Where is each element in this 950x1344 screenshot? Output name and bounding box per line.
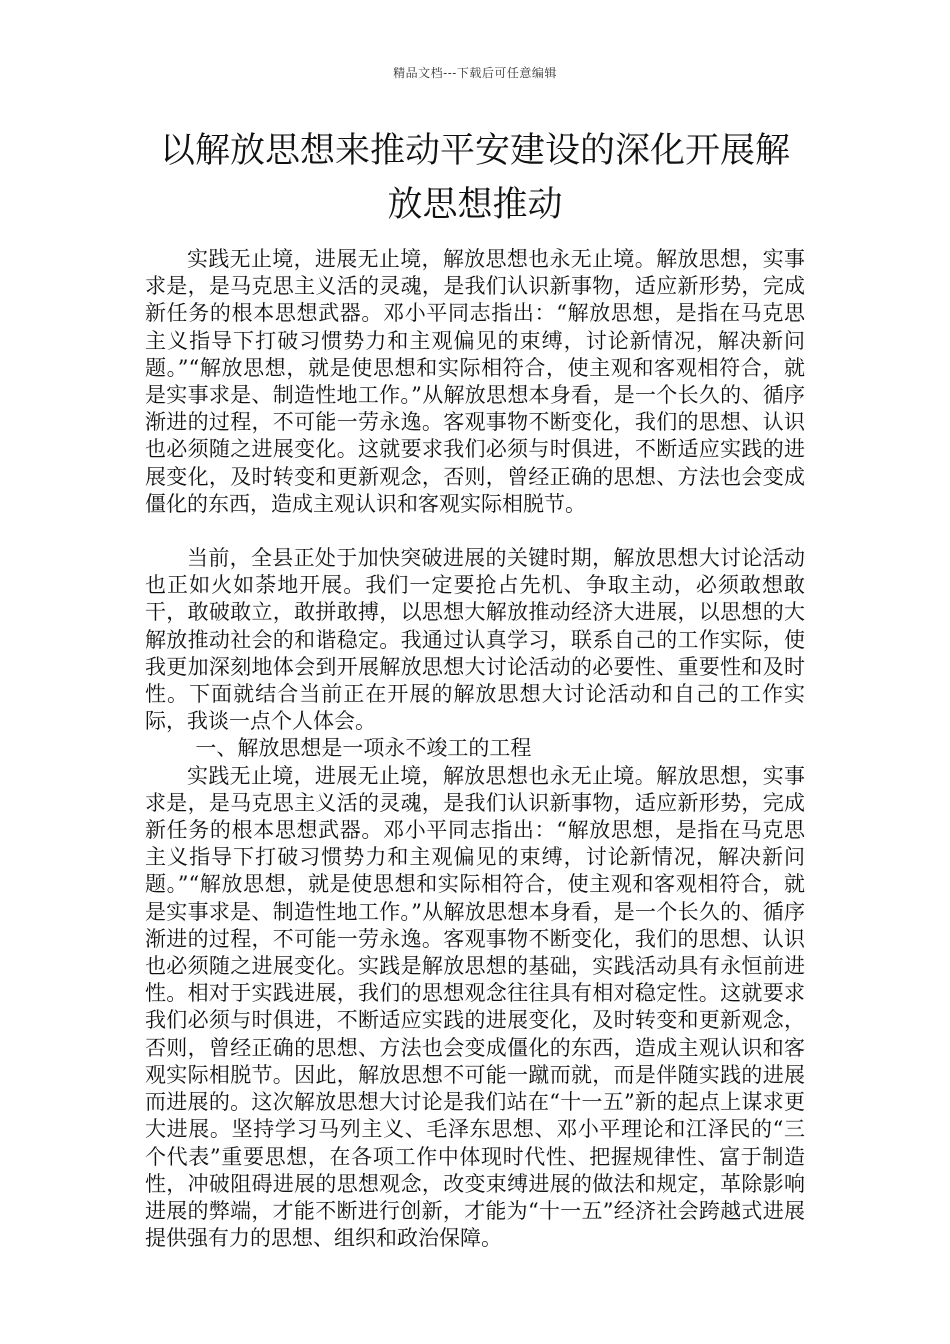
page-header-note: 精品文档---下载后可任意编辑 [393, 66, 557, 80]
document-title-line-1: 以解放思想来推动平安建设的深化开展解 [159, 131, 790, 171]
document-title-line-2: 放思想推动 [387, 185, 563, 225]
paragraph-intro: 实践无止境，进展无止境，解放思想也永无止境。解放思想，实事求是，是马克思主义活的灵魂，是我们认识新事物，适应新形势，完成新任务的根本思想武器。邓小平同志指出：“解放思想，是指在马克思主义指导下打破习惯势力和主观偏见的束缚，讨论新情况，解决新问题。”“解放思想，就是使思想和实际相符合，使主观和客观相符合，就是实事求是、制造性地工作。”从解放思想本身看，是一个长久的、循序渐进的过程，不可能一劳永逸。客观事物不断变化，我们的思想、认识也必须随之进展变化。这就要求我们必须与时俱进，不断适应实践的进展变化，及时转变和更新观念，否则，曾经正确的思想、方法也会变成僵化的东西，造成主观认识和客观实际相脱节。 [145, 247, 805, 516]
document-body [145, 246, 805, 1252]
section-heading-1: 一、解放思想是一项永不竣工的工程 [195, 736, 532, 761]
paragraph-current-situation: 当前，全县正处于加快突破进展的关键时期，解放思想大讨论活动也正如火如荼地开展。我们一定要抢占先机、争取主动，必须敢想敢干，敢破敢立，敢拼敢搏，以思想大解放推动经济大进展，以思想的大解放推动社会的和谐稳定。我通过认真学习，联系自己的工作实际，使我更加深刻地体会到开展解放思想大讨论活动的必要性、重要性和及时性。下面就结合当前正在开展的解放思想大讨论活动和自己的工作实际，我谈一点个人体会。 [145, 546, 805, 734]
document-title [145, 124, 805, 232]
paragraph-section-1: 实践无止境，进展无止境，解放思想也永无止境。解放思想，实事求是，是马克思主义活的灵魂，是我们认识新事物，适应新形势，完成新任务的根本思想武器。邓小平同志指出：“解放思想，是指在马克思主义指导下打破习惯势力和主观偏见的束缚，讨论新情况，解决新问题。”“解放思想，就是使思想和实际相符合，使主观和客观相符合，就是实事求是、制造性地工作。”从解放思想本身看，是一个长久的、循序渐进的过程，不可能一劳永逸。客观事物不断变化，我们的思想、认识也必须随之进展变化。实践是解放思想的基础，实践活动具有永恒前进性。相对于实践进展，我们的思想观念往往具有相对稳定性。这就要求我们必须与时俱进，不断适应实践的进展变化，及时转变和更新观念，否则，曾经正确的思想、方法也会变成僵化的东西，造成主观认识和客观实际相脱节。因此，解放思想不可能一蹴而就，而是伴随实践的进展而进展的。这次解放思想大讨论是我们站在“十一五”新的起点上谋求更大进展。坚持学习马列主义、毛泽东思想、邓小平理论和江泽民的“三个代表”重要思想，在各项工作中体现时代性、把握规律性、富于制造性，冲破阻碍进展的思想观念，改变束缚进展的做法和规定，革除影响进展的弊端，才能不断进行创新，才能为“十一五”经济社会跨越式进展提供强有力的思想、组织和政治保障。 [145, 763, 805, 1251]
